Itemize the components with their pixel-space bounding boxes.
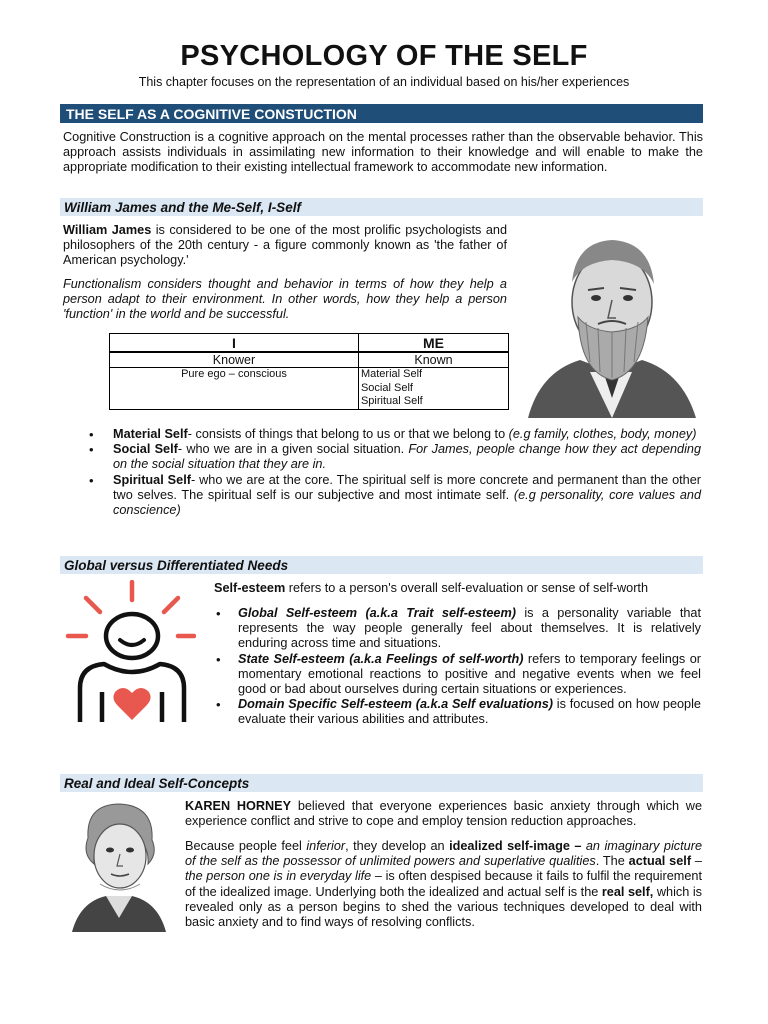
page-subtitle: This chapter focuses on the representation of an individual based on his/her experiences bbox=[138, 75, 630, 89]
william-james-name: William James bbox=[63, 223, 152, 237]
section-heading-william-james: William James and the Me-Self, I-Self bbox=[60, 198, 703, 216]
table-sub-known: Known bbox=[358, 352, 508, 368]
karen-horney-portrait bbox=[66, 798, 172, 932]
functionalism-paragraph: Functionalism considers thought and behavior in terms of how they help a person adapt to their environment. In other words, how they help a person 'function' in the world and be successful. bbox=[63, 277, 507, 322]
table-item-social-self: Social Self bbox=[360, 381, 413, 394]
self-esteem-person-icon bbox=[64, 580, 196, 724]
william-james-portrait bbox=[520, 222, 702, 418]
section-heading-global-needs: Global versus Differentiated Needs bbox=[60, 556, 703, 574]
list-item-material-self: • Material Self- consists of things that belong to us or that we belong to (e.g family, clothes, body, money) bbox=[113, 427, 701, 442]
idealized-self-paragraph: Because people feel inferior, they develop an idealized self-image – an imaginary picture of the self as the possessor of unlimited powers and superlative qualities. The actual self – the person one is in everyday life – is often despised because it fails to fulfil the requirement of the idealized image. Underlying both the idealized and actual self is the real self, which is revealed only as a person begins to shed the various techniques developed to deal with basic anxiety and to find ways of resolving conflicts. bbox=[185, 839, 702, 930]
portrait-illustration-horney bbox=[66, 798, 172, 932]
table-item-material-self: Material Self bbox=[360, 368, 423, 380]
page-title: PSYCHOLOGY OF THE SELF bbox=[180, 40, 588, 72]
karen-horney-name: KAREN HORNEY bbox=[185, 799, 292, 813]
self-types-list bbox=[113, 427, 701, 518]
table-header-i: I bbox=[110, 334, 359, 353]
self-esteem-types-list bbox=[238, 606, 701, 728]
person-heart-icon bbox=[64, 580, 196, 724]
table-item-spiritual-self: Spiritual Self bbox=[360, 395, 423, 407]
self-esteem-intro: Self-esteem refers to a person's overall self-evaluation or sense of self-worth bbox=[214, 581, 649, 595]
list-item-spiritual-self: • Spiritual Self- who we are at the core. The spiritual self is more concrete and permanent than the other two selves. The spiritual self is our subjective and most intimate self. (e.g personality, core values and conscience) bbox=[113, 473, 701, 519]
table-cell-me-list bbox=[358, 368, 508, 410]
list-item-social-self: • Social Self- who we are in a given social situation. For James, people change how they act depending on the social situation that they are in. bbox=[113, 442, 701, 472]
list-item-state-self-esteem: • State Self-esteem (a.k.a Feelings of self-worth) refers to temporary feelings or momentary emotional reactions to positive and negative events when we feel good or bad about ourselves during certain situations or experiences. bbox=[238, 652, 701, 698]
table-cell-pure-ego: Pure ego – conscious bbox=[110, 368, 359, 410]
william-james-intro: William James is considered to be one of the most prolific psychologists and philosophers of the 20th century - a figure commonly known as 'the father of American psychology.' bbox=[63, 223, 507, 268]
portrait-illustration bbox=[520, 222, 702, 418]
table-sub-knower: Knower bbox=[110, 352, 359, 368]
list-item-domain-self-esteem: • Domain Specific Self-esteem (a.k.a Self evaluations) is focused on how people evaluate their various abilities and attributes. bbox=[238, 697, 701, 727]
section-heading-real-ideal: Real and Ideal Self-Concepts bbox=[60, 774, 703, 792]
table-header-me: ME bbox=[358, 334, 508, 353]
cognitive-construction-paragraph: Cognitive Construction is a cognitive approach on the mental processes rather than the observable behavior. This approach assists individuals in assimilating new information to their knowledge and will enable to make the appropriate modification to their existing intellectual framework to accommodate new information. bbox=[63, 130, 703, 175]
section-heading-cognitive-construction: THE SELF AS A COGNITIVE CONSTUCTION bbox=[60, 104, 703, 123]
i-me-table bbox=[109, 333, 509, 410]
list-item-global-self-esteem: • Global Self-esteem (a.k.a Trait self-esteem) is a personality variable that represents the way people generally feel about themselves. It is relatively enduring across time and situations. bbox=[238, 606, 701, 652]
karen-horney-intro: KAREN HORNEY believed that everyone experiences basic anxiety through which we experience conflict and strive to cope and employ tension reduction approaches. bbox=[185, 799, 703, 829]
